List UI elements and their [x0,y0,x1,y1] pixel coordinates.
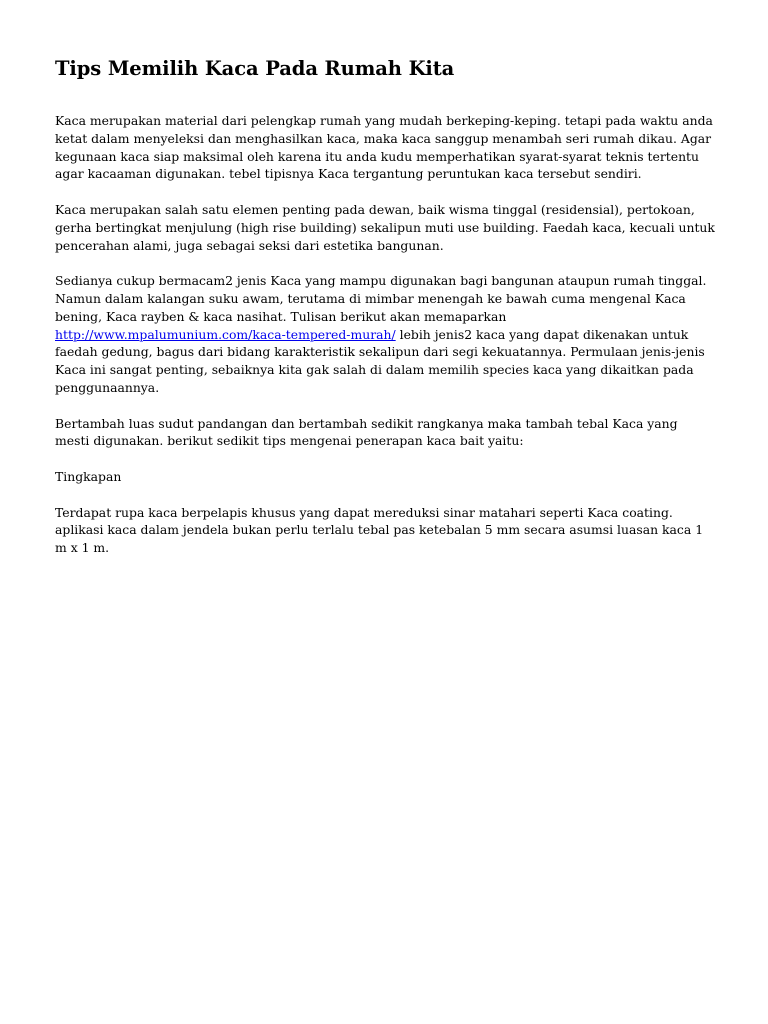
paragraph-2: Kaca merupakan salah satu elemen penting pada dewan, baik wisma tinggal (residensial), pertokoan, gerha bertingkat menjulung (high rise building) sekalipun muti use building. Faedah kaca, kecuali untuk pencerahan alami, juga sebagai seksi dari estetika bangunan. [55,201,715,253]
paragraph-3-text-after-link: lebih jenis2 kaca yang dapat dikenakan untuk faedah gedung, bagus dari bidang karakteristik sekalipun dari segi kekuatannya. Permulaan jenis-jenis Kaca ini sangat penting, sebaiknya kita gak salah di dalam memilih species kaca yang dikaitkan pada penggunaannya. [55,326,705,395]
document-page [55,55,715,557]
paragraph-3-text-before-link: Sedianya cukup bermacam2 jenis Kaca yang mampu digunakan bagi bangunan ataupun rumah tinggal. Namun dalam kalangan suku awam, terutama di mimbar menengah ke bawah cuma mengenal Kaca bening, Kaca rayben & kaca nasihat. Tulisan berikut akan memaparkan [55,273,707,324]
paragraph-4: Bertambah luas sudut pandangan dan bertambah sedikit rangkanya maka tambah tebal Kaca yang mesti digunakan. berikut sedikit tips mengenai penerapan kaca bait yaitu: [55,415,678,449]
paragraph-5-heading: Tingkapan [55,468,122,484]
paragraph-1: Kaca merupakan material dari pelengkap rumah yang mudah berkeping-keping. tetapi pada waktu anda ketat dalam menyeleksi dan menghasilkan kaca, maka kaca sanggup menambah seri rumah dikau. Agar kegunaan kaca siap maksimal oleh karena itu anda kudu memperhatikan syarat-syarat teknis tertentu agar kacaaman digunakan. tebel tipisnya Kaca tergantung peruntukan kaca tersebut sendiri. [55,113,713,182]
paragraph-6: Terdapat rupa kaca berpelapis khusus yang dapat mereduksi sinar matahari seperti Kaca coating. aplikasi kaca dalam jendela bukan perlu terlalu tebal pas ketebalan 5 mm secara asumsi luasan kaca 1 m x 1 m. [55,504,704,556]
kaca-tempered-link[interactable]: http://www.mpalumunium.com/kaca-tempered-murah/ [55,326,396,342]
document-title: Tips Memilih Kaca Pada Rumah Kita [55,57,455,80]
paragraph-3 [55,272,715,397]
